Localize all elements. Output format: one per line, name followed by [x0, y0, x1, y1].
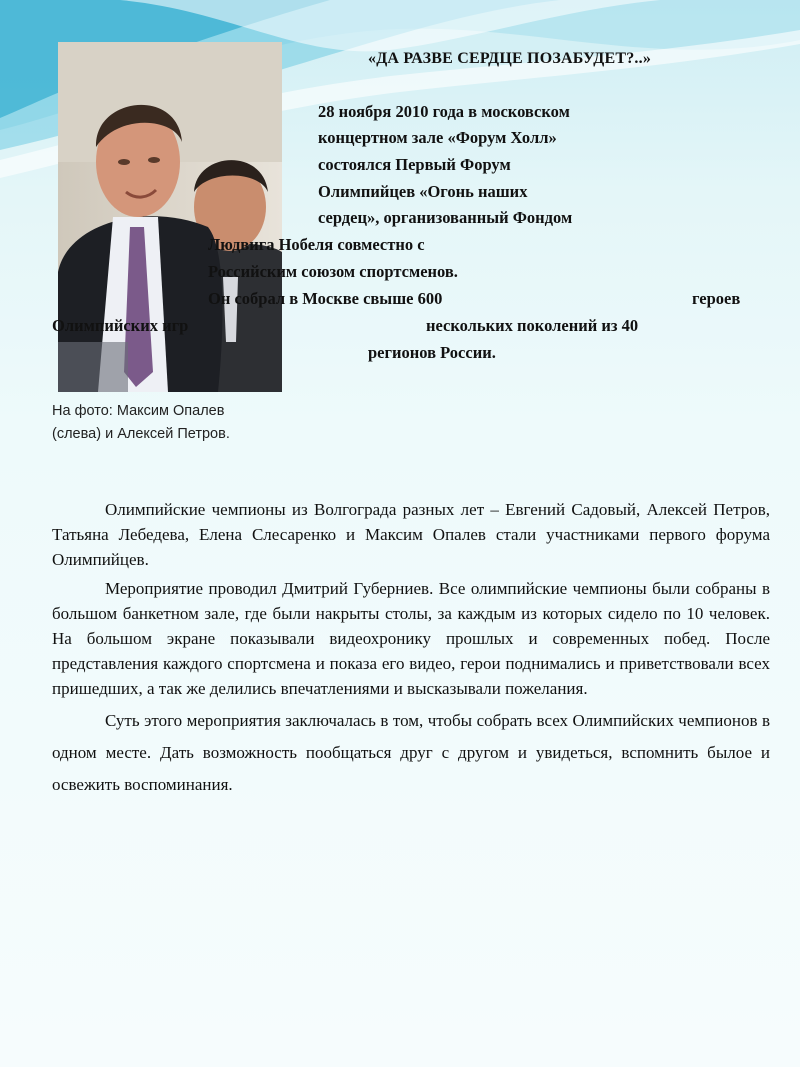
lead-line: Он собрал в Москве свыше 600	[208, 289, 443, 308]
lead-line: Людвига Нобеля совместно с	[208, 235, 425, 254]
photo-caption	[52, 400, 230, 446]
caption-line: На фото: Максим Опалев	[52, 403, 225, 419]
paragraph: Суть этого мероприятия заключалась в том, чтобы собрать всех Олимпийских чемпионов в одном месте. Дать возможность пообщаться друг с другом и увидеться, вспомнить былое и освежить воспоминания.	[52, 711, 770, 794]
lead-line: Олимпийских игр	[52, 316, 189, 335]
caption-line: (слева) и Алексей Петров.	[52, 426, 230, 442]
lead-line: нескольких поколений из 40	[426, 316, 639, 335]
lead-line: Российским союзом спортсменов.	[208, 262, 458, 281]
article-title: «ДА РАЗВЕ СЕРДЦЕ ПОЗАБУДЕТ?..»	[368, 50, 652, 67]
paragraph: Мероприятие проводил Дмитрий Губерниев. Все олимпийские чемпионы были собраны в большом банкетном зале, где были накрыты столы, за каждым из которых сидело по 10 человек. На большом экране показывали видеохронику прошлых и современных побед. После представления каждого спортсмена и показа его видео, герои поднимались и приветствовали всех пришедших, а так же делились впечатлениями и высказывали пожелания.	[52, 579, 770, 698]
paragraph: Олимпийские чемпионы из Волгограда разных лет – Евгений Садовый, Алексей Петров, Татьяна Лебедева, Елена Слесаренко и Максим Опалев стали участниками первого форума Олимпийцев.	[52, 500, 770, 569]
lead-line: героев	[692, 289, 741, 308]
article-body	[52, 497, 770, 805]
lead-line: концертном зале «Форум Холл»	[318, 128, 557, 147]
photo-athletes	[58, 42, 282, 392]
lead-line: регионов России.	[368, 343, 496, 362]
lead-line: сердец», организованный Фондом	[318, 208, 573, 227]
lead-line: состоялся Первый Форум	[318, 155, 511, 174]
lead-line: Олимпийцев «Огонь наших	[318, 182, 528, 201]
lead-line: 28 ноября 2010 года в московском	[318, 102, 570, 121]
